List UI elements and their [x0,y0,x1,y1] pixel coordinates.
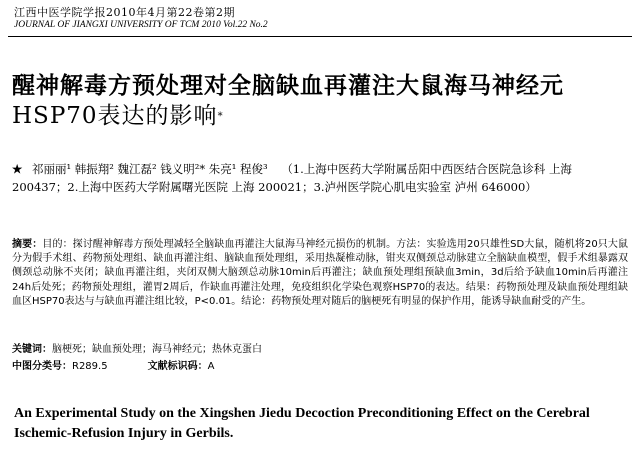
author-affiliations: （1.上海中医药大学附属岳阳中西医结合医院急诊科 上海 200437；2.上海中医药大学附属曙光医院 上海 200021；3.泸州医学院心肌电实验室 泸州 646000） [12,162,572,194]
article-title-line2-text: HSP70表达的影响 [12,103,218,129]
article-title-line1: 醒神解毒方预处理对全脑缺血再灌注大鼠海马神经元 [12,72,564,99]
title-footnote-mark: * [217,111,224,122]
journal-header-en: JOURNAL OF JIANGXI UNIVERSITY OF TCM 2010 Vol.22 No.2 [14,20,268,30]
article-title [12,70,632,132]
keywords [12,343,628,357]
classification-label: 中图分类号： [12,361,72,372]
author-names: 祁丽丽¹ 韩振翔² 魏江磊² 钱义明²* 朱亮¹ 程俊³ [31,162,268,176]
abstract [12,238,628,309]
english-title: An Experimental Study on the Xingshen Jiedu Decoction Preconditioning Effect on the Cerebral Ischemic-Refusion Injury in Gerbils. [14,406,590,441]
abstract-text: 目的：探讨醒神解毒方预处理减轻全脑缺血再灌注大鼠海马神经元损伤的机制。方法：实验选用20只雄性SD大鼠，随机将20只大鼠分为假手术组、药物预处理组、缺血再灌注组、脑缺血预处理组，采用热凝椎动脉，钳夹双侧颈总动脉建立全脑缺血模型，假手术组暴露双侧颈总动脉不夹闭；缺血再灌注组，夹闭双侧大脑颈总动脉10min后再灌注；缺血预处理组预缺血3min，3d后给予缺血10min后再灌注24h后处死；药物预处理组，灌胃2周后，作缺血再灌注处理，免疫组织化学染色观察HSP70的表达。结果：药物预处理及缺血预处理组缺血区HSP70表达与与缺血再灌注组比较，P<0.01。结论：药物预处理对随后的脑梗死有明显的保护作用，能诱导缺血耐受的产生。 [12,239,629,307]
document-code-label: 文献标识码： [147,361,208,372]
article-title-line2 [12,101,632,132]
keywords-label: 关键词： [12,344,52,355]
document-code-value: A [207,361,215,372]
classification-value: R289.5 [72,361,108,372]
star-icon: ★ [12,162,23,176]
abstract-label: 摘要： [12,239,43,250]
journal-header-cn: 江西中医学院学报2010年4月第22卷第2期 [14,6,235,19]
author-block [12,160,628,196]
keywords-text: 脑梗死；缺血预处理；海马神经元；热休克蛋白 [52,344,262,355]
classification-line [12,360,628,374]
header-divider [8,36,632,37]
